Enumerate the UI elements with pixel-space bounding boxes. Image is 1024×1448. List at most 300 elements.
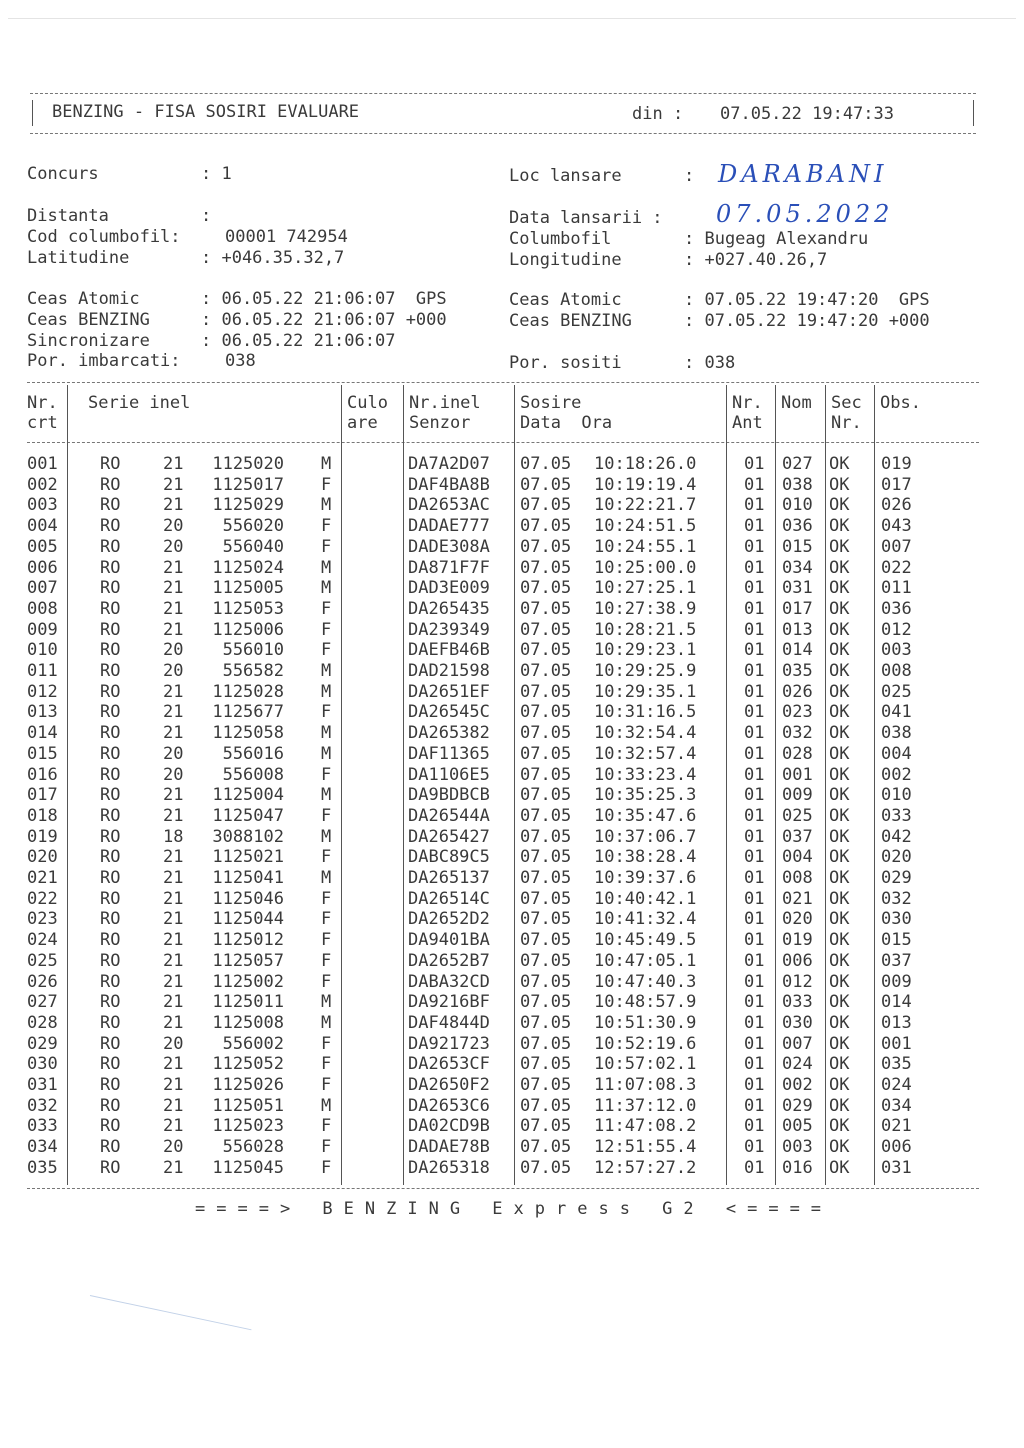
cell-tara: RO [100,537,121,557]
cell-obs: 006 [881,1137,912,1157]
header-sec-nr-line1: Sec [831,393,862,413]
cell-sex: M [321,785,332,805]
cell-ora: 10:39:37.6 [594,868,697,888]
cell-ora: 10:31:16.5 [594,702,697,722]
cell-an: 21 [163,558,184,578]
cell-an: 20 [163,1137,184,1157]
cell-ora: 10:47:40.3 [594,972,697,992]
cell-sex: F [321,806,332,826]
cell-senzor: DA265137 [408,868,490,888]
cell-tara: RO [100,723,121,743]
cell-data: 07.05 [520,475,572,495]
cell-nr-ant: 01 [744,620,765,640]
cell-sec-nr: OK [829,1013,850,1033]
cell-sex: M [321,682,332,702]
cell-nr-crt: 011 [27,661,58,681]
cell-nr-ant: 01 [744,1158,765,1178]
cell-nr-inel: 556010 [222,640,284,660]
cell-obs: 015 [881,930,912,950]
cell-data: 07.05 [520,1054,572,1074]
cell-nr-crt: 014 [27,723,58,743]
cell-tara: RO [100,889,121,909]
cell-obs: 024 [881,1075,912,1095]
cell-nr-inel: 1125026 [212,1075,284,1095]
cell-nom: 017 [782,599,813,619]
cell-obs: 037 [881,951,912,971]
cell-data: 07.05 [520,827,572,847]
header-nr-crt-line1: Nr. [27,393,58,413]
cell-nr-crt: 035 [27,1158,58,1178]
cell-nr-inel: 1125011 [212,992,284,1012]
cell-senzor: DA2653AC [408,495,490,515]
cell-nr-ant: 01 [744,661,765,681]
cell-an: 21 [163,495,184,515]
cell-nom: 033 [782,992,813,1012]
cell-ora: 10:29:23.1 [594,640,697,660]
cell-data: 07.05 [520,1116,572,1136]
cell-sex: F [321,889,332,909]
cell-sec-nr: OK [829,972,850,992]
cell-nom: 007 [782,1034,813,1054]
cell-ora: 11:47:08.2 [594,1116,697,1136]
cell-ora: 10:35:47.6 [594,806,697,826]
cell-an: 21 [163,620,184,640]
latitudine-label: Latitudine [27,248,130,268]
cell-an: 21 [163,909,184,929]
cell-nom: 016 [782,1158,813,1178]
cell-sec-nr: OK [829,682,850,702]
cell-sec-nr: OK [829,454,850,474]
cell-nr-ant: 01 [744,640,765,660]
cell-ora: 10:38:28.4 [594,847,697,867]
cell-nr-ant: 01 [744,1096,765,1116]
cell-nr-crt: 008 [27,599,58,619]
cell-tara: RO [100,599,121,619]
cell-an: 21 [163,1075,184,1095]
cell-ora: 10:37:06.7 [594,827,697,847]
cell-obs: 004 [881,744,912,764]
cell-nr-inel: 556582 [222,661,284,681]
header-nr-inel-line1: Nr.inel [409,393,481,413]
cell-ora: 10:32:57.4 [594,744,697,764]
ceas-benzing-value-right: : 07.05.22 19:47:20 +000 [684,311,930,331]
cell-obs: 032 [881,889,912,909]
col-divider [67,385,68,1185]
longitudine-label: Longitudine [509,250,622,270]
cell-obs: 041 [881,702,912,722]
cell-an: 21 [163,475,184,495]
header-culoare-line1: Culo [347,393,388,413]
cell-data: 07.05 [520,682,572,702]
ceas-benzing-value-left: : 06.05.22 21:06:07 +000 [201,310,447,330]
cell-obs: 001 [881,1034,912,1054]
cell-sex: M [321,1096,332,1116]
cell-obs: 021 [881,1116,912,1136]
header-nom: Nom [781,393,812,413]
cell-tara: RO [100,702,121,722]
col-divider [726,385,727,1185]
cell-tara: RO [100,972,121,992]
cell-nr-inel: 1125004 [212,785,284,805]
cell-sec-nr: OK [829,558,850,578]
cell-obs: 026 [881,495,912,515]
cell-nr-crt: 007 [27,578,58,598]
cell-senzor: DABA32CD [408,972,490,992]
cell-sec-nr: OK [829,909,850,929]
cell-tara: RO [100,1158,121,1178]
cell-obs: 007 [881,537,912,557]
cell-an: 21 [163,454,184,474]
cell-an: 20 [163,744,184,764]
cell-nr-ant: 01 [744,930,765,950]
cell-senzor: DA2650F2 [408,1075,490,1095]
header-sosire-line1: Sosire [520,393,582,413]
cell-data: 07.05 [520,640,572,660]
cell-nr-crt: 032 [27,1096,58,1116]
cell-sec-nr: OK [829,702,850,722]
cell-tara: RO [100,682,121,702]
cell-obs: 031 [881,1158,912,1178]
cell-tara: RO [100,868,121,888]
title-left-border [32,100,33,126]
cell-obs: 012 [881,620,912,640]
cell-nr-crt: 027 [27,992,58,1012]
cell-tara: RO [100,930,121,950]
cell-senzor: DA26514C [408,889,490,909]
cell-nr-inel: 556008 [222,765,284,785]
cell-nr-inel: 1125045 [212,1158,284,1178]
cell-nr-crt: 030 [27,1054,58,1074]
cell-senzor: DAF4844D [408,1013,490,1033]
cell-sec-nr: OK [829,1075,850,1095]
cell-sex: M [321,1013,332,1033]
cell-data: 07.05 [520,1096,572,1116]
cell-nr-crt: 018 [27,806,58,826]
cell-tara: RO [100,1137,121,1157]
cell-an: 20 [163,640,184,660]
cod-columbofil-value: 00001 742954 [225,227,348,247]
cell-obs: 010 [881,785,912,805]
cell-an: 18 [163,827,184,847]
header-sec-nr-line2: Nr. [831,413,862,433]
cell-nr-inel: 1125023 [212,1116,284,1136]
cell-tara: RO [100,454,121,474]
col-divider [514,385,515,1185]
porumbei-imbarcati-label: Por. imbarcati: [27,351,181,371]
cell-senzor: DADAE777 [408,516,490,536]
cell-obs: 019 [881,454,912,474]
cell-nr-ant: 01 [744,806,765,826]
cell-senzor: DA239349 [408,620,490,640]
header-nr-inel-line2: Senzor [409,413,471,433]
table-top-border [27,382,979,383]
porumbei-sositi-label: Por. sositi [509,353,622,373]
cell-nr-crt: 023 [27,909,58,929]
cell-tara: RO [100,744,121,764]
scan-edge [8,18,1016,19]
cell-sec-nr: OK [829,1034,850,1054]
cell-nr-crt: 006 [27,558,58,578]
cell-data: 07.05 [520,1137,572,1157]
cell-data: 07.05 [520,909,572,929]
cell-tara: RO [100,1096,121,1116]
cell-nom: 021 [782,889,813,909]
header-nr-ant-line2: Ant [732,413,763,433]
cell-sec-nr: OK [829,640,850,660]
title-right-border [973,100,974,126]
cell-data: 07.05 [520,516,572,536]
cell-nr-crt: 012 [27,682,58,702]
cell-data: 07.05 [520,1013,572,1033]
cell-sec-nr: OK [829,765,850,785]
cell-nr-inel: 1125057 [212,951,284,971]
cell-data: 07.05 [520,454,572,474]
col-divider [341,385,342,1185]
cell-nr-inel: 1125006 [212,620,284,640]
cell-data: 07.05 [520,1075,572,1095]
cell-sex: M [321,578,332,598]
cell-data: 07.05 [520,972,572,992]
cell-data: 07.05 [520,847,572,867]
cell-nr-ant: 01 [744,723,765,743]
cell-senzor: DADE308A [408,537,490,557]
table-header-separator [27,442,979,443]
cell-sex: M [321,868,332,888]
cell-nr-inel: 1125058 [212,723,284,743]
cell-nr-ant: 01 [744,827,765,847]
cell-obs: 017 [881,475,912,495]
cell-obs: 011 [881,578,912,598]
title-bottom-border [30,133,976,134]
cell-senzor: DA26545C [408,702,490,722]
cell-nr-inel: 556016 [222,744,284,764]
cell-nr-ant: 01 [744,682,765,702]
cell-nr-inel: 1125051 [212,1096,284,1116]
cell-nr-crt: 017 [27,785,58,805]
cell-nr-inel: 1125047 [212,806,284,826]
cell-nom: 013 [782,620,813,640]
cell-ora: 10:52:19.6 [594,1034,697,1054]
cell-senzor: DA2651EF [408,682,490,702]
cell-nom: 008 [782,868,813,888]
col-divider [775,385,776,1185]
cell-sex: F [321,516,332,536]
cell-obs: 029 [881,868,912,888]
cell-nr-crt: 033 [27,1116,58,1136]
cell-an: 20 [163,1034,184,1054]
cell-nr-inel: 1125028 [212,682,284,702]
columbofil-label: Columbofil [509,229,612,249]
cell-nom: 015 [782,537,813,557]
cell-ora: 10:19:19.4 [594,475,697,495]
cell-senzor: DA26544A [408,806,490,826]
cell-nom: 034 [782,558,813,578]
cell-ora: 10:47:05.1 [594,951,697,971]
cell-data: 07.05 [520,537,572,557]
distanta-value: : [201,206,212,226]
cell-senzor: DA2652B7 [408,951,490,971]
cell-sec-nr: OK [829,1096,850,1116]
cell-an: 21 [163,1158,184,1178]
cell-senzor: DAF11365 [408,744,490,764]
cell-data: 07.05 [520,785,572,805]
cell-sec-nr: OK [829,889,850,909]
table-bottom-border [27,1188,979,1189]
cell-sex: F [321,599,332,619]
cell-nom: 027 [782,454,813,474]
cell-nr-inel: 1125052 [212,1054,284,1074]
ceas-benzing-label-right: Ceas BENZING [509,311,632,331]
cell-data: 07.05 [520,744,572,764]
cell-ora: 10:25:00.0 [594,558,697,578]
cell-nr-ant: 01 [744,516,765,536]
cell-nr-inel: 1125008 [212,1013,284,1033]
cell-ora: 10:32:54.4 [594,723,697,743]
cell-an: 21 [163,723,184,743]
cell-senzor: DA265382 [408,723,490,743]
cell-obs: 014 [881,992,912,1012]
cell-nr-ant: 01 [744,495,765,515]
cell-data: 07.05 [520,992,572,1012]
cell-sec-nr: OK [829,847,850,867]
cell-nr-crt: 026 [27,972,58,992]
cell-nr-ant: 01 [744,599,765,619]
cell-nom: 012 [782,972,813,992]
cell-nr-crt: 021 [27,868,58,888]
cell-nom: 020 [782,909,813,929]
cell-senzor: DA871F7F [408,558,490,578]
cell-nr-crt: 001 [27,454,58,474]
cell-senzor: DA02CD9B [408,1116,490,1136]
cell-sec-nr: OK [829,827,850,847]
ceas-atomic-value-right: : 07.05.22 19:47:20 GPS [684,290,930,310]
cell-data: 07.05 [520,868,572,888]
cell-nr-ant: 01 [744,1116,765,1136]
cell-nom: 037 [782,827,813,847]
cell-an: 21 [163,1054,184,1074]
cell-ora: 10:28:21.5 [594,620,697,640]
cell-ora: 10:22:21.7 [594,495,697,515]
cell-an: 21 [163,972,184,992]
cell-nr-crt: 034 [27,1137,58,1157]
cell-senzor: DA1106E5 [408,765,490,785]
title-top-border [30,93,976,94]
cell-nr-ant: 01 [744,992,765,1012]
cod-columbofil-label: Cod columbofil: [27,227,181,247]
cell-tara: RO [100,806,121,826]
cell-sec-nr: OK [829,951,850,971]
header-serie-inel: Serie inel [88,393,191,413]
cell-obs: 036 [881,599,912,619]
cell-tara: RO [100,951,121,971]
cell-obs: 025 [881,682,912,702]
cell-sec-nr: OK [829,516,850,536]
cell-nr-inel: 1125053 [212,599,284,619]
cell-data: 07.05 [520,702,572,722]
cell-nom: 006 [782,951,813,971]
cell-sex: F [321,972,332,992]
cell-sec-nr: OK [829,806,850,826]
cell-nr-crt: 028 [27,1013,58,1033]
cell-tara: RO [100,1116,121,1136]
cell-nr-crt: 005 [27,537,58,557]
cell-data: 07.05 [520,558,572,578]
cell-an: 20 [163,516,184,536]
cell-sec-nr: OK [829,475,850,495]
cell-ora: 11:07:08.3 [594,1075,697,1095]
cell-ora: 10:29:35.1 [594,682,697,702]
cell-tara: RO [100,578,121,598]
cell-nr-crt: 025 [27,951,58,971]
cell-sec-nr: OK [829,1054,850,1074]
cell-senzor: DA2653C6 [408,1096,490,1116]
cell-nom: 035 [782,661,813,681]
cell-sec-nr: OK [829,1137,850,1157]
header-nr-crt-line2: crt [27,413,58,433]
cell-sec-nr: OK [829,785,850,805]
col-divider [403,385,404,1185]
cell-sec-nr: OK [829,599,850,619]
cell-tara: RO [100,765,121,785]
cell-ora: 10:18:26.0 [594,454,697,474]
cell-tara: RO [100,1054,121,1074]
cell-nom: 030 [782,1013,813,1033]
cell-obs: 013 [881,1013,912,1033]
cell-nom: 005 [782,1116,813,1136]
cell-senzor: DA7A2D07 [408,454,490,474]
cell-nr-ant: 01 [744,951,765,971]
cell-senzor: DAF4BA8B [408,475,490,495]
cell-an: 21 [163,1116,184,1136]
cell-obs: 033 [881,806,912,826]
cell-nom: 025 [782,806,813,826]
concurs-label: Concurs [27,164,99,184]
cell-sex: M [321,558,332,578]
cell-nr-inel: 556002 [222,1034,284,1054]
col-divider [825,385,826,1185]
cell-tara: RO [100,640,121,660]
cell-sec-nr: OK [829,1158,850,1178]
cell-an: 20 [163,661,184,681]
cell-sex: M [321,723,332,743]
cell-an: 21 [163,599,184,619]
cell-senzor: DA2653CF [408,1054,490,1074]
cell-nom: 002 [782,1075,813,1095]
cell-nr-ant: 01 [744,765,765,785]
cell-sex: F [321,765,332,785]
cell-obs: 035 [881,1054,912,1074]
cell-tara: RO [100,516,121,536]
cell-tara: RO [100,1013,121,1033]
cell-senzor: DA265318 [408,1158,490,1178]
cell-nr-ant: 01 [744,1137,765,1157]
cell-nr-crt: 020 [27,847,58,867]
cell-nr-ant: 01 [744,744,765,764]
cell-an: 21 [163,702,184,722]
ceas-atomic-label-left: Ceas Atomic [27,289,140,309]
cell-tara: RO [100,475,121,495]
cell-sex: M [321,454,332,474]
document-title: BENZING - FISA SOSIRI EVALUARE [52,102,360,122]
cell-nr-ant: 01 [744,909,765,929]
cell-nr-inel: 1125017 [212,475,284,495]
cell-an: 21 [163,951,184,971]
cell-data: 07.05 [520,1158,572,1178]
cell-nr-ant: 01 [744,889,765,909]
header-obs: Obs. [880,393,921,413]
cell-nr-inel: 1125677 [212,702,284,722]
cell-ora: 10:51:30.9 [594,1013,697,1033]
